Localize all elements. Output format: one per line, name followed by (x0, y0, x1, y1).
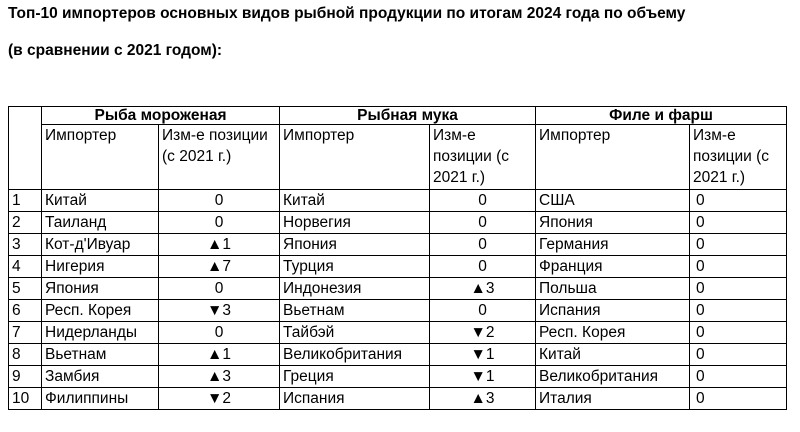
importer-cell: Турция (280, 256, 430, 278)
change-cell: 0 (690, 300, 787, 322)
change-cell: 0 (690, 212, 787, 234)
change-cell: 0 (430, 234, 536, 256)
col-importer-3: Импортер (536, 125, 690, 190)
importer-cell: Нидерланды (42, 322, 159, 344)
change-cell: 0 (430, 256, 536, 278)
change-cell: ▼3 (159, 300, 280, 322)
importer-cell: США (536, 190, 690, 212)
change-cell: ▲3 (430, 388, 536, 410)
change-cell: ▲1 (159, 344, 280, 366)
change-cell: 0 (690, 344, 787, 366)
col-importer-1: Импортер (42, 125, 159, 190)
importer-cell: Нигерия (42, 256, 159, 278)
importer-cell: Великобритания (536, 366, 690, 388)
importer-cell: Респ. Корея (42, 300, 159, 322)
rank-cell: 6 (9, 300, 42, 322)
importer-cell: Индонезия (280, 278, 430, 300)
importer-cell: Япония (42, 278, 159, 300)
change-cell: 0 (159, 322, 280, 344)
importer-cell: Франция (536, 256, 690, 278)
importer-cell: Италия (536, 388, 690, 410)
change-cell: 0 (159, 212, 280, 234)
group-fillet-mince: Филе и фарш (536, 107, 787, 125)
importer-cell: Замбия (42, 366, 159, 388)
table-row (9, 234, 787, 256)
col-change-3: Изм-е позиции (с 2021 г.) (690, 125, 787, 190)
table-row (9, 366, 787, 388)
importer-cell: Кот-д'Ивуар (42, 234, 159, 256)
change-cell: ▲3 (159, 366, 280, 388)
importer-cell: Япония (536, 212, 690, 234)
change-cell: 0 (690, 278, 787, 300)
change-cell: ▼2 (159, 388, 280, 410)
importer-cell: Испания (280, 388, 430, 410)
change-cell: 0 (690, 366, 787, 388)
group-fish-meal: Рыбная мука (280, 107, 536, 125)
importer-cell: Филиппины (42, 388, 159, 410)
change-cell: 0 (690, 234, 787, 256)
rank-cell: 10 (9, 388, 42, 410)
change-cell: ▲1 (159, 234, 280, 256)
table-row (9, 212, 787, 234)
importer-cell: Греция (280, 366, 430, 388)
change-cell: 0 (430, 212, 536, 234)
group-header-row (9, 107, 787, 125)
col-importer-2: Импортер (280, 125, 430, 190)
importer-cell: Китай (42, 190, 159, 212)
table-row (9, 190, 787, 212)
importer-cell: Япония (280, 234, 430, 256)
change-cell: 0 (690, 190, 787, 212)
rank-cell: 1 (9, 190, 42, 212)
col-change-1: Изм-е позиции (с 2021 г.) (159, 125, 280, 190)
col-change-2: Изм-е позиции (с 2021 г.) (430, 125, 536, 190)
title-line-1: Топ-10 импортеров основных видов рыбной продукции по итогам 2024 года по объему (8, 5, 686, 22)
change-cell: 0 (159, 190, 280, 212)
change-cell: ▲3 (430, 278, 536, 300)
change-cell: 0 (159, 278, 280, 300)
importer-cell: Китай (536, 344, 690, 366)
importer-cell: Великобритания (280, 344, 430, 366)
importer-cell: Норвегия (280, 212, 430, 234)
importers-table (8, 106, 787, 410)
importer-cell: Китай (280, 190, 430, 212)
change-cell: ▼1 (430, 344, 536, 366)
rank-cell: 8 (9, 344, 42, 366)
title-line-2: (в сравнении с 2021 годом): (8, 42, 223, 59)
rank-cell: 5 (9, 278, 42, 300)
importer-cell: Таиланд (42, 212, 159, 234)
table-row (9, 344, 787, 366)
change-cell: 0 (690, 322, 787, 344)
rank-cell: 2 (9, 212, 42, 234)
rank-cell: 4 (9, 256, 42, 278)
importer-cell: Респ. Корея (536, 322, 690, 344)
importer-cell: Польша (536, 278, 690, 300)
table-row (9, 388, 787, 410)
column-header-row (9, 125, 787, 190)
importer-cell: Тайбэй (280, 322, 430, 344)
importer-cell: Германия (536, 234, 690, 256)
change-cell: 0 (430, 190, 536, 212)
change-cell: 0 (690, 256, 787, 278)
importer-cell: Вьетнам (42, 344, 159, 366)
importer-cell: Испания (536, 300, 690, 322)
rank-cell: 3 (9, 234, 42, 256)
importer-cell: Вьетнам (280, 300, 430, 322)
change-cell: 0 (690, 388, 787, 410)
group-frozen-fish: Рыба мороженая (42, 107, 280, 125)
table-row (9, 256, 787, 278)
table-row (9, 278, 787, 300)
change-cell: ▼1 (430, 366, 536, 388)
rank-cell: 7 (9, 322, 42, 344)
change-cell: 0 (430, 300, 536, 322)
change-cell: ▼2 (430, 322, 536, 344)
change-cell: ▲7 (159, 256, 280, 278)
corner-cell (9, 107, 42, 190)
table-row (9, 300, 787, 322)
rank-cell: 9 (9, 366, 42, 388)
table-row (9, 322, 787, 344)
